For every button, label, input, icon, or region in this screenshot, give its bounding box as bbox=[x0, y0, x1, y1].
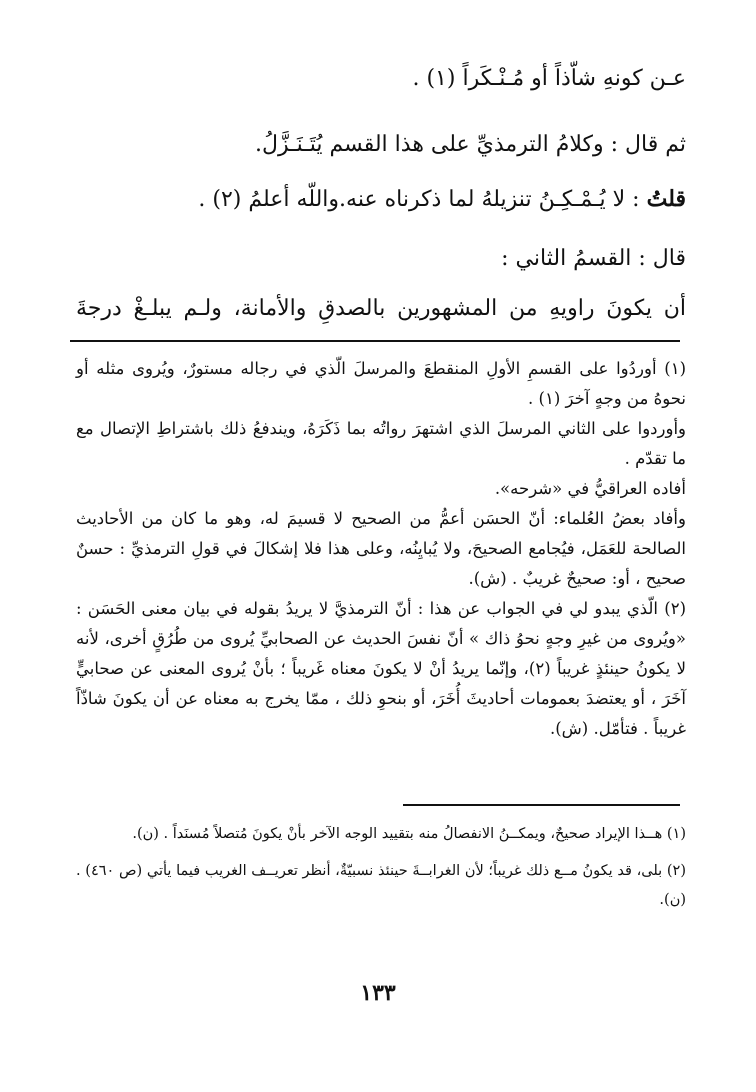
qultu-label: قلتُ bbox=[646, 186, 686, 212]
footnote-1: (١) أوردُوا على القسمِ الأولِ المنقطعَ والمرسلَ الّذي في رجاله مستورٌ، ويُروى مثله أو نحوهُ من وجهٍ آخرَ (١) . bbox=[76, 359, 686, 408]
main-text-line-3 bbox=[76, 184, 686, 215]
main-text-line-2: ثم قال : وكلامُ الترمذيِّ على هذا القسم يُتَـنَـزَّلُ. bbox=[255, 132, 686, 157]
main-text-line-3-body: : لا يُـمْـكِـنُ تنزيلهُ لما ذكرناه عنه.واللّه أعلمُ (٢) . bbox=[198, 187, 640, 212]
main-text-line-5: أن يكونَ راويهِ من المشهورين بالصدقِ والأمانة، ولـم يبلـغْ درجةَ bbox=[76, 296, 686, 321]
footnote-1-continuation: وأوردوا على الثاني المرسلَ الذي اشتهرَ رواتُه بما ذَكَرَهُ، ويندفعُ ذلك باشتراطِ الإتصال مع ما تقدّم . bbox=[76, 419, 686, 468]
main-text-line-4: قال : القسمُ الثاني : bbox=[501, 246, 686, 271]
footnote-2: (٢) الّذي يبدو لي في الجواب عن هذا : أنّ الترمذيَّ لا يريدُ بقوله في بيان معنى الحَسَن : «ويُروى من غيرِ وجهٍ نحوُ ذاك » أنّ نفسَ الحديث عن الصحابيِّ يُروى من طُرُقٍ أخرى، لأنه لا يكونُ حينئذٍ غريباً (٢)، وإنّما يريدُ أنْ لا يكونَ معناه غَريباً ؛ بأنْ يُروى المعنى عن صحابيٍّ آخَرَ ، أو يعتضدَ بعمومات أحاديثَ أُخَرَ، أو بنحوِ ذلك ، ممّا يخرج به معناه عن أن يكونَ شاذّاً غريباً . فتأمّل. (ش). bbox=[76, 599, 686, 738]
secondary-footnote-1: (١) هــذا الإيراد صحيحٌ، ويمكــنُ الانفصالُ منه بتقييد الوجه الآخر بأنْ يكونَ مُتصلاً مُسنَداً . (ن). bbox=[132, 826, 686, 842]
footnote-divider bbox=[70, 340, 680, 342]
main-text-line-1: عـن كونهِ شاّذاً أو مُـنْـكَراً (١) . bbox=[412, 66, 686, 91]
secondary-footnotes-section bbox=[76, 820, 686, 915]
secondary-footnote-divider bbox=[403, 804, 680, 806]
footnote-1-addendum: وأفاد بعضُ العُلماء: أنّ الحسَن أعمُّ من الصحيح لا قسيمَ له، وهو ما كان من الأحاديث الصالحة للعَمَل، فيُجامع الصحيحَ، ولا يُبايِنُه، وعلى هذا فلا إشكالَ في قولِ الترمذيِّ : حسنٌ صحيح ، أو: صحيحٌ غريبٌ . (ش). bbox=[76, 509, 686, 588]
page-number: ١٣٣ bbox=[360, 980, 396, 1006]
footnotes-section bbox=[76, 354, 686, 744]
footnote-1-attribution: أفاده العراقيُّ في «شرحه». bbox=[494, 479, 686, 498]
secondary-footnote-2: (٢) بلى، قد يكونُ مــع ذلك غريباً؛ لأن الغرابــةَ حينئذ نسبيّةٌ، أنظر تعريــف الغريب فيما يأتي (ص ٤٦٠) . (ن). bbox=[76, 863, 686, 908]
